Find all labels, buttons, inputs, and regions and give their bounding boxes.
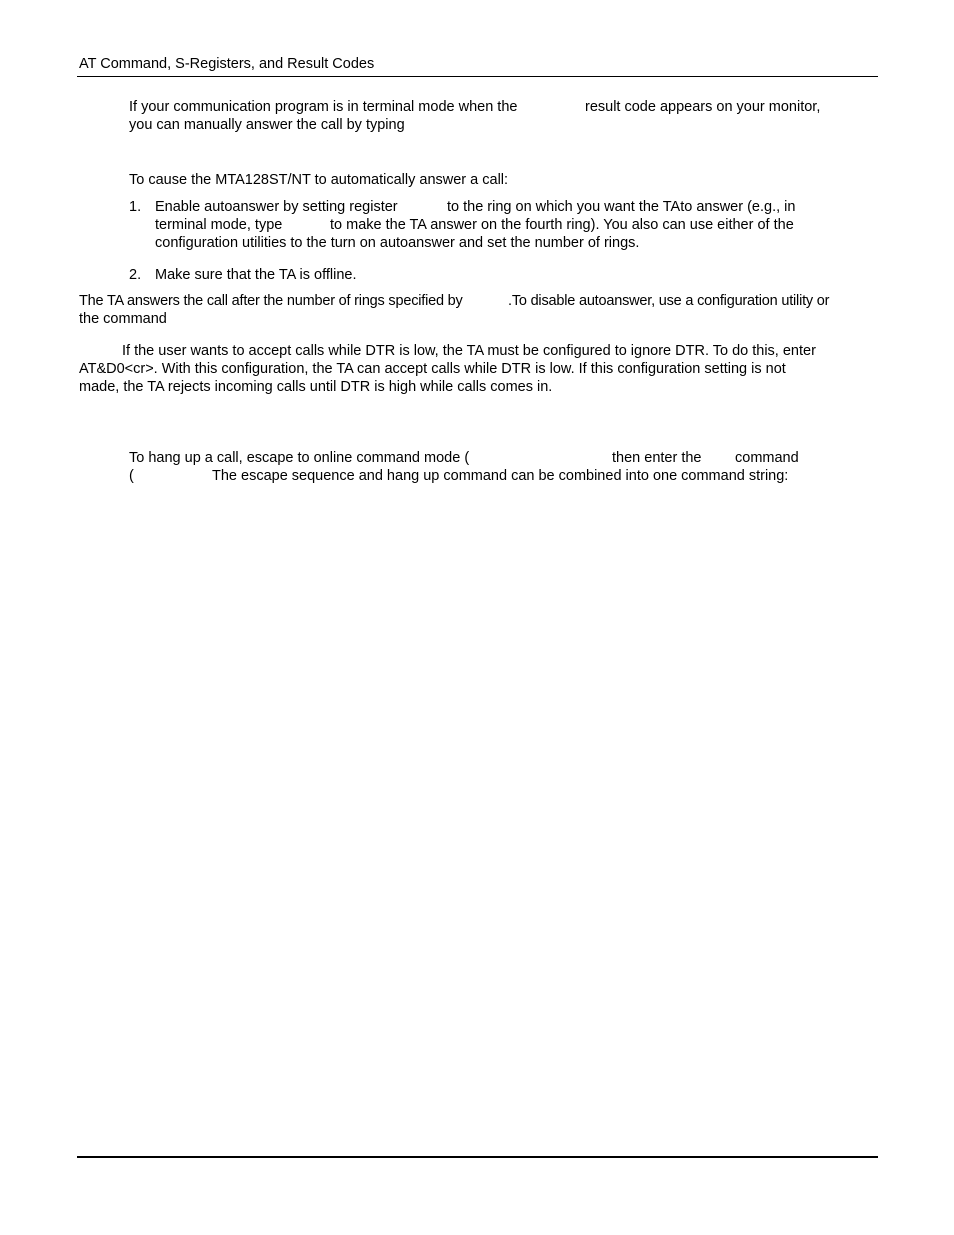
step-number: 1. <box>129 199 142 215</box>
after-steps-line-2: the command <box>79 311 167 327</box>
footer-rule <box>77 1156 878 1158</box>
running-header: AT Command, S-Registers, and Result Codes <box>79 56 375 72</box>
hang-up-line-1c: command <box>735 450 799 466</box>
step-number: 2. <box>129 267 142 283</box>
step-1-line-1a: Enable autoanswer by setting register <box>155 199 398 215</box>
hang-up-line-2a: ( <box>129 468 134 484</box>
header-rule <box>77 76 878 77</box>
dtr-note-line-2: AT&D0<cr>. With this configuration, the TA can accept calls while DTR is low. If this configuration setting is not <box>79 361 786 377</box>
auto-answer-intro: To cause the MTA128ST/NT to automatically answer a call: <box>129 172 509 188</box>
dtr-note-line-3: made, the TA rejects incoming calls until DTR is high while calls comes in. <box>79 379 553 395</box>
step-1-line-3: configuration utilities to the turn on autoanswer and set the number of rings. <box>155 235 640 251</box>
step-1-line-2b: to make the TA answer on the fourth ring). You also can use either of the <box>330 217 794 233</box>
hang-up-line-1a: To hang up a call, escape to online command mode ( <box>129 450 470 466</box>
manual-answer-line-1a: If your communication program is in terminal mode when the <box>129 99 518 115</box>
dtr-note-line-1: If the user wants to accept calls while DTR is low, the TA must be configured to ignore DTR. To do this, enter <box>122 343 816 359</box>
after-steps-line-1a: The TA answers the call after the number of rings specified by <box>79 293 463 309</box>
step-1-line-1b: to the ring on which you want the TAto answer (e.g., in <box>447 199 796 215</box>
step-1-line-2a: terminal mode, type <box>155 217 283 233</box>
step-2-line-1: Make sure that the TA is offline. <box>155 267 357 283</box>
after-steps-line-1b: .To disable autoanswer, use a configuration utility or <box>508 293 830 309</box>
manual-answer-line-1b: result code appears on your monitor, <box>585 99 821 115</box>
hang-up-line-1b: then enter the <box>612 450 702 466</box>
manual-answer-line-2: you can manually answer the call by typing <box>129 117 405 133</box>
hang-up-line-2b: The escape sequence and hang up command can be combined into one command string: <box>212 468 789 484</box>
